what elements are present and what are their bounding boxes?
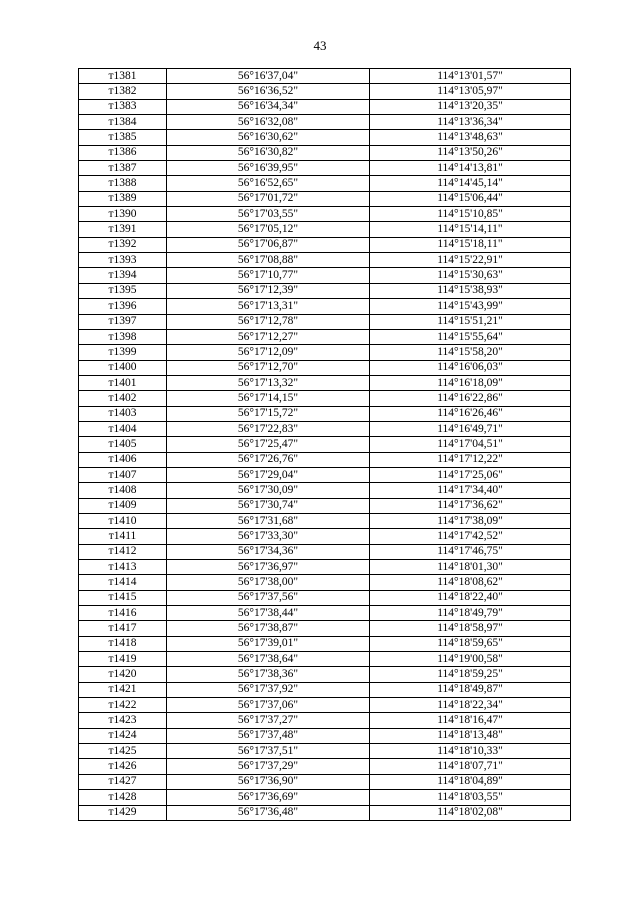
table-row (79, 682, 571, 697)
table-row (79, 513, 571, 528)
latitude-cell: 56°17'30,74" (167, 498, 370, 513)
latitude-cell: 56°17'39,01" (167, 636, 370, 651)
longitude-cell: 114°18'49,87" (370, 682, 571, 697)
longitude-cell: 114°18'08,62" (370, 575, 571, 590)
longitude-cell: 114°14'45,14" (370, 176, 571, 191)
latitude-cell: 56°17'03,55" (167, 207, 370, 222)
table-row (79, 237, 571, 252)
longitude-cell: 114°15'58,20" (370, 345, 571, 360)
point-id-cell: т1428 (79, 790, 167, 805)
latitude-cell: 56°16'39,95" (167, 161, 370, 176)
longitude-cell: 114°16'18,09" (370, 375, 571, 390)
table-row (79, 299, 571, 314)
table-row (79, 590, 571, 605)
table-row (79, 698, 571, 713)
latitude-cell: 56°17'37,27" (167, 713, 370, 728)
latitude-cell: 56°16'34,34" (167, 99, 370, 114)
point-id-cell: т1421 (79, 682, 167, 697)
point-id-cell: т1396 (79, 299, 167, 314)
point-id-cell: т1429 (79, 805, 167, 820)
table-row (79, 560, 571, 575)
latitude-cell: 56°17'37,92" (167, 682, 370, 697)
point-id-cell: т1401 (79, 375, 167, 390)
point-id-cell: т1407 (79, 467, 167, 482)
table-row (79, 253, 571, 268)
longitude-cell: 114°18'59,25" (370, 667, 571, 682)
latitude-cell: 56°17'37,56" (167, 590, 370, 605)
latitude-cell: 56°17'36,97" (167, 560, 370, 575)
point-id-cell: т1381 (79, 69, 167, 84)
latitude-cell: 56°17'26,76" (167, 452, 370, 467)
longitude-cell: 114°16'22,86" (370, 391, 571, 406)
longitude-cell: 114°15'51,21" (370, 314, 571, 329)
latitude-cell: 56°16'36,52" (167, 84, 370, 99)
latitude-cell: 56°17'12,78" (167, 314, 370, 329)
point-id-cell: т1423 (79, 713, 167, 728)
longitude-cell: 114°17'42,52" (370, 529, 571, 544)
longitude-cell: 114°14'13,81" (370, 161, 571, 176)
longitude-cell: 114°15'18,11" (370, 237, 571, 252)
latitude-cell: 56°17'08,88" (167, 253, 370, 268)
point-id-cell: т1427 (79, 774, 167, 789)
table-row (79, 728, 571, 743)
longitude-cell: 114°17'04,51" (370, 437, 571, 452)
table-row (79, 774, 571, 789)
longitude-cell: 114°13'50,26" (370, 145, 571, 160)
latitude-cell: 56°16'30,62" (167, 130, 370, 145)
table-row (79, 544, 571, 559)
longitude-cell: 114°15'22,91" (370, 253, 571, 268)
latitude-cell: 56°17'13,32" (167, 375, 370, 390)
longitude-cell: 114°18'02,08" (370, 805, 571, 820)
latitude-cell: 56°17'12,09" (167, 345, 370, 360)
table-row (79, 345, 571, 360)
point-id-cell: т1420 (79, 667, 167, 682)
coordinates-table (78, 68, 571, 821)
point-id-cell: т1402 (79, 391, 167, 406)
point-id-cell: т1388 (79, 176, 167, 191)
table-row (79, 636, 571, 651)
point-id-cell: т1383 (79, 99, 167, 114)
longitude-cell: 114°16'26,46" (370, 406, 571, 421)
latitude-cell: 56°17'22,83" (167, 421, 370, 436)
point-id-cell: т1397 (79, 314, 167, 329)
point-id-cell: т1384 (79, 115, 167, 130)
point-id-cell: т1406 (79, 452, 167, 467)
longitude-cell: 114°17'34,40" (370, 483, 571, 498)
point-id-cell: т1413 (79, 560, 167, 575)
point-id-cell: т1387 (79, 161, 167, 176)
table-row (79, 606, 571, 621)
point-id-cell: т1389 (79, 191, 167, 206)
latitude-cell: 56°17'13,31" (167, 299, 370, 314)
table-row (79, 99, 571, 114)
longitude-cell: 114°17'25,06" (370, 467, 571, 482)
point-id-cell: т1399 (79, 345, 167, 360)
coordinates-table-body (79, 69, 571, 821)
table-row (79, 176, 571, 191)
latitude-cell: 56°17'33,30" (167, 529, 370, 544)
longitude-cell: 114°16'49,71" (370, 421, 571, 436)
longitude-cell: 114°19'00,58" (370, 652, 571, 667)
latitude-cell: 56°17'01,72" (167, 191, 370, 206)
latitude-cell: 56°17'15,72" (167, 406, 370, 421)
latitude-cell: 56°17'38,87" (167, 621, 370, 636)
latitude-cell: 56°17'25,47" (167, 437, 370, 452)
latitude-cell: 56°17'05,12" (167, 222, 370, 237)
longitude-cell: 114°13'36,34" (370, 115, 571, 130)
table-row (79, 452, 571, 467)
table-row (79, 467, 571, 482)
table-row (79, 667, 571, 682)
longitude-cell: 114°18'10,33" (370, 744, 571, 759)
table-row (79, 222, 571, 237)
latitude-cell: 56°17'36,90" (167, 774, 370, 789)
longitude-cell: 114°18'22,40" (370, 590, 571, 605)
longitude-cell: 114°18'16,47" (370, 713, 571, 728)
longitude-cell: 114°17'38,09" (370, 513, 571, 528)
table-row (79, 391, 571, 406)
table-row (79, 406, 571, 421)
latitude-cell: 56°17'36,48" (167, 805, 370, 820)
table-row (79, 268, 571, 283)
table-row (79, 744, 571, 759)
longitude-cell: 114°13'01,57" (370, 69, 571, 84)
table-row (79, 84, 571, 99)
longitude-cell: 114°15'10,85" (370, 207, 571, 222)
point-id-cell: т1416 (79, 606, 167, 621)
latitude-cell: 56°17'36,69" (167, 790, 370, 805)
point-id-cell: т1392 (79, 237, 167, 252)
latitude-cell: 56°16'52,65" (167, 176, 370, 191)
point-id-cell: т1412 (79, 544, 167, 559)
point-id-cell: т1395 (79, 283, 167, 298)
point-id-cell: т1415 (79, 590, 167, 605)
latitude-cell: 56°17'31,68" (167, 513, 370, 528)
latitude-cell: 56°17'38,64" (167, 652, 370, 667)
table-row (79, 130, 571, 145)
longitude-cell: 114°15'43,99" (370, 299, 571, 314)
longitude-cell: 114°17'12,22" (370, 452, 571, 467)
latitude-cell: 56°17'14,15" (167, 391, 370, 406)
latitude-cell: 56°17'38,00" (167, 575, 370, 590)
point-id-cell: т1386 (79, 145, 167, 160)
page-number: 43 (313, 38, 327, 53)
point-id-cell: т1390 (79, 207, 167, 222)
longitude-cell: 114°16'06,03" (370, 360, 571, 375)
latitude-cell: 56°17'30,09" (167, 483, 370, 498)
latitude-cell: 56°17'06,87" (167, 237, 370, 252)
table-row (79, 161, 571, 176)
longitude-cell: 114°17'46,75" (370, 544, 571, 559)
point-id-cell: т1424 (79, 728, 167, 743)
longitude-cell: 114°18'22,34" (370, 698, 571, 713)
table-row (79, 805, 571, 820)
point-id-cell: т1385 (79, 130, 167, 145)
latitude-cell: 56°17'12,27" (167, 329, 370, 344)
latitude-cell: 56°17'29,04" (167, 467, 370, 482)
latitude-cell: 56°17'12,39" (167, 283, 370, 298)
table-row (79, 375, 571, 390)
point-id-cell: т1422 (79, 698, 167, 713)
longitude-cell: 114°18'03,55" (370, 790, 571, 805)
longitude-cell: 114°18'04,89" (370, 774, 571, 789)
table-row (79, 529, 571, 544)
table-row (79, 483, 571, 498)
latitude-cell: 56°16'37,04" (167, 69, 370, 84)
point-id-cell: т1394 (79, 268, 167, 283)
longitude-cell: 114°15'55,64" (370, 329, 571, 344)
table-row (79, 314, 571, 329)
table-row (79, 145, 571, 160)
point-id-cell: т1405 (79, 437, 167, 452)
point-id-cell: т1417 (79, 621, 167, 636)
longitude-cell: 114°15'14,11" (370, 222, 571, 237)
longitude-cell: 114°18'58,97" (370, 621, 571, 636)
point-id-cell: т1425 (79, 744, 167, 759)
point-id-cell: т1410 (79, 513, 167, 528)
longitude-cell: 114°18'13,48" (370, 728, 571, 743)
longitude-cell: 114°18'01,30" (370, 560, 571, 575)
point-id-cell: т1398 (79, 329, 167, 344)
table-row (79, 283, 571, 298)
table-row (79, 759, 571, 774)
longitude-cell: 114°18'49,79" (370, 606, 571, 621)
latitude-cell: 56°17'37,29" (167, 759, 370, 774)
longitude-cell: 114°18'59,65" (370, 636, 571, 651)
latitude-cell: 56°17'37,51" (167, 744, 370, 759)
point-id-cell: т1419 (79, 652, 167, 667)
latitude-cell: 56°17'10,77" (167, 268, 370, 283)
table-row (79, 69, 571, 84)
table-row (79, 498, 571, 513)
table-row (79, 421, 571, 436)
point-id-cell: т1418 (79, 636, 167, 651)
point-id-cell: т1408 (79, 483, 167, 498)
point-id-cell: т1400 (79, 360, 167, 375)
table-row (79, 360, 571, 375)
longitude-cell: 114°17'36,62" (370, 498, 571, 513)
latitude-cell: 56°17'37,48" (167, 728, 370, 743)
latitude-cell: 56°17'34,36" (167, 544, 370, 559)
point-id-cell: т1403 (79, 406, 167, 421)
longitude-cell: 114°15'06,44" (370, 191, 571, 206)
point-id-cell: т1404 (79, 421, 167, 436)
point-id-cell: т1382 (79, 84, 167, 99)
longitude-cell: 114°15'30,63" (370, 268, 571, 283)
longitude-cell: 114°13'48,63" (370, 130, 571, 145)
latitude-cell: 56°16'30,82" (167, 145, 370, 160)
latitude-cell: 56°17'38,36" (167, 667, 370, 682)
longitude-cell: 114°18'07,71" (370, 759, 571, 774)
point-id-cell: т1414 (79, 575, 167, 590)
table-row (79, 713, 571, 728)
table-row (79, 790, 571, 805)
table-row (79, 575, 571, 590)
latitude-cell: 56°17'12,70" (167, 360, 370, 375)
point-id-cell: т1393 (79, 253, 167, 268)
table-row (79, 207, 571, 222)
table-row (79, 115, 571, 130)
table-row (79, 652, 571, 667)
longitude-cell: 114°13'20,35" (370, 99, 571, 114)
latitude-cell: 56°16'32,08" (167, 115, 370, 130)
latitude-cell: 56°17'38,44" (167, 606, 370, 621)
table-row (79, 621, 571, 636)
point-id-cell: т1409 (79, 498, 167, 513)
latitude-cell: 56°17'37,06" (167, 698, 370, 713)
longitude-cell: 114°13'05,97" (370, 84, 571, 99)
point-id-cell: т1411 (79, 529, 167, 544)
longitude-cell: 114°15'38,93" (370, 283, 571, 298)
table-row (79, 191, 571, 206)
table-row (79, 437, 571, 452)
point-id-cell: т1426 (79, 759, 167, 774)
point-id-cell: т1391 (79, 222, 167, 237)
table-row (79, 329, 571, 344)
